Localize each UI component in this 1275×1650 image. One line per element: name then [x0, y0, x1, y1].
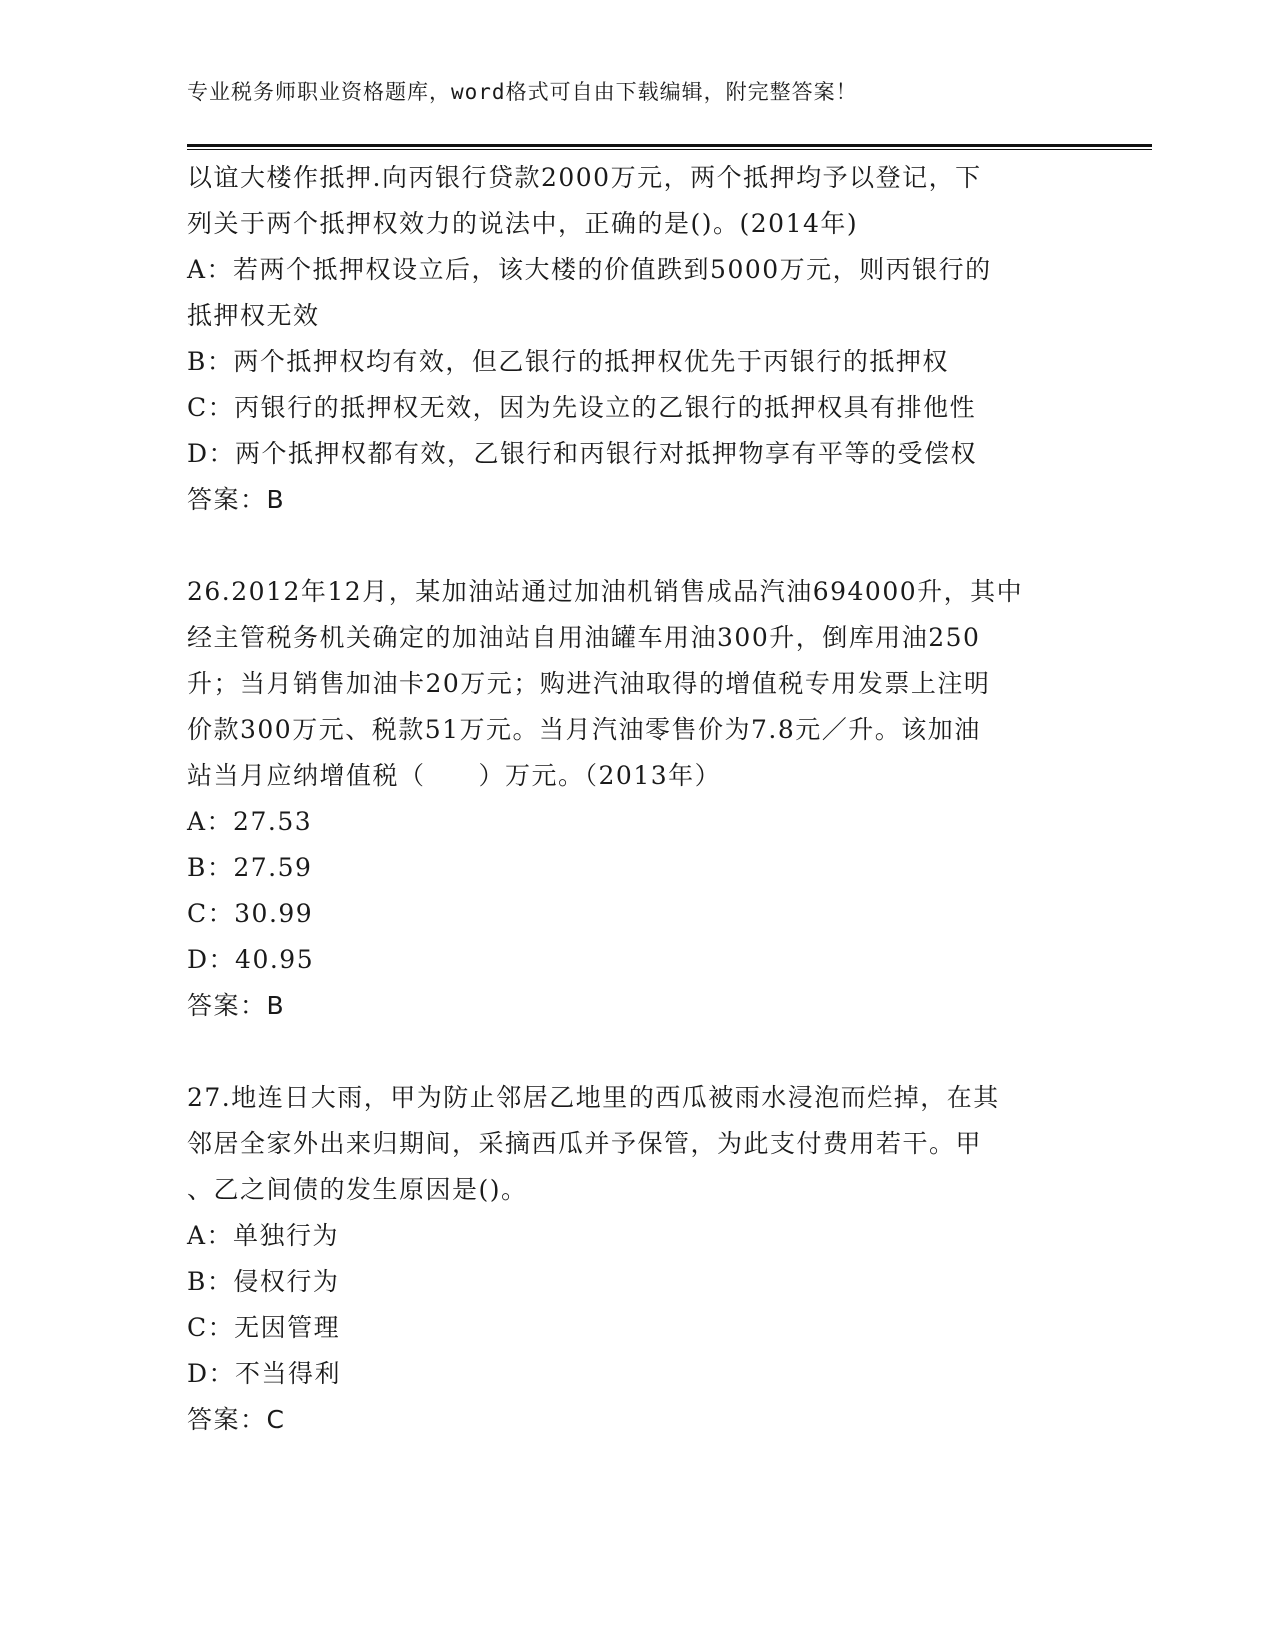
- document-header: 专业税务师职业资格题库，word格式可自由下载编辑，附完整答案！: [187, 80, 858, 104]
- option-d: D：两个抵押权都有效，乙银行和丙银行对抵押物享有平等的受偿权: [187, 439, 978, 468]
- question-stem-line: 站当月应纳增值税（ ）万元。（2013年）: [187, 761, 722, 790]
- option-a: A：若两个抵押权设立后，该大楼的价值跌到5000万元，则丙银行的: [187, 255, 992, 284]
- option-d: D：40.95: [187, 945, 315, 974]
- option-b: B：27.59: [187, 853, 313, 882]
- option-b: B：侵权行为: [187, 1267, 340, 1296]
- option-c: C：无因管理: [187, 1313, 341, 1342]
- question-stem-line: 27.地连日大雨，甲为防止邻居乙地里的西瓜被雨水浸泡而烂掉，在其: [187, 1083, 1000, 1112]
- option-a: A：单独行为: [187, 1221, 340, 1250]
- question-spacer: [187, 1029, 1087, 1075]
- question-stem-line: 经主管税务机关确定的加油站自用油罐车用油300升，倒库用油250: [187, 623, 981, 652]
- question-spacer: [187, 523, 1087, 569]
- option-b: B：两个抵押权均有效，但乙银行的抵押权优先于丙银行的抵押权: [187, 347, 949, 376]
- question-27: [187, 1075, 1087, 1443]
- question-26: [187, 569, 1087, 1029]
- question-stem-line: 邻居全家外出来归期间，采摘西瓜并予保管，为此支付费用若干。甲: [187, 1129, 983, 1158]
- question-stem-line: 升；当月销售加油卡20万元；购进汽油取得的增值税专用发票上注明: [187, 669, 991, 698]
- option-d: D：不当得利: [187, 1359, 342, 1388]
- answer-label: 答案：B: [187, 991, 286, 1020]
- question-25-continued: [187, 155, 1087, 523]
- header-divider: [187, 144, 1152, 150]
- question-stem-line: 26.2012年12月，某加油站通过加油机销售成品汽油694000升，其中: [187, 577, 1024, 606]
- option-c: C：丙银行的抵押权无效，因为先设立的乙银行的抵押权具有排他性: [187, 393, 977, 422]
- answer-label: 答案：B: [187, 485, 286, 514]
- question-stem-line: 列关于两个抵押权效力的说法中，正确的是()。(2014年): [187, 209, 859, 238]
- document-body: [187, 155, 1087, 1443]
- question-stem-line: 以谊大楼作抵押.向丙银行贷款2000万元，两个抵押均予以登记，下: [187, 163, 982, 192]
- option-c: C：30.99: [187, 899, 314, 928]
- answer-label: 答案：C: [187, 1405, 286, 1434]
- option-a: A：27.53: [187, 807, 313, 836]
- question-stem-line: 价款300万元、税款51万元。当月汽油零售价为7.8元／升。该加油: [187, 715, 981, 744]
- question-stem-line: 、乙之间债的发生原因是()。: [187, 1175, 528, 1204]
- option-a-continued: 抵押权无效: [187, 301, 320, 330]
